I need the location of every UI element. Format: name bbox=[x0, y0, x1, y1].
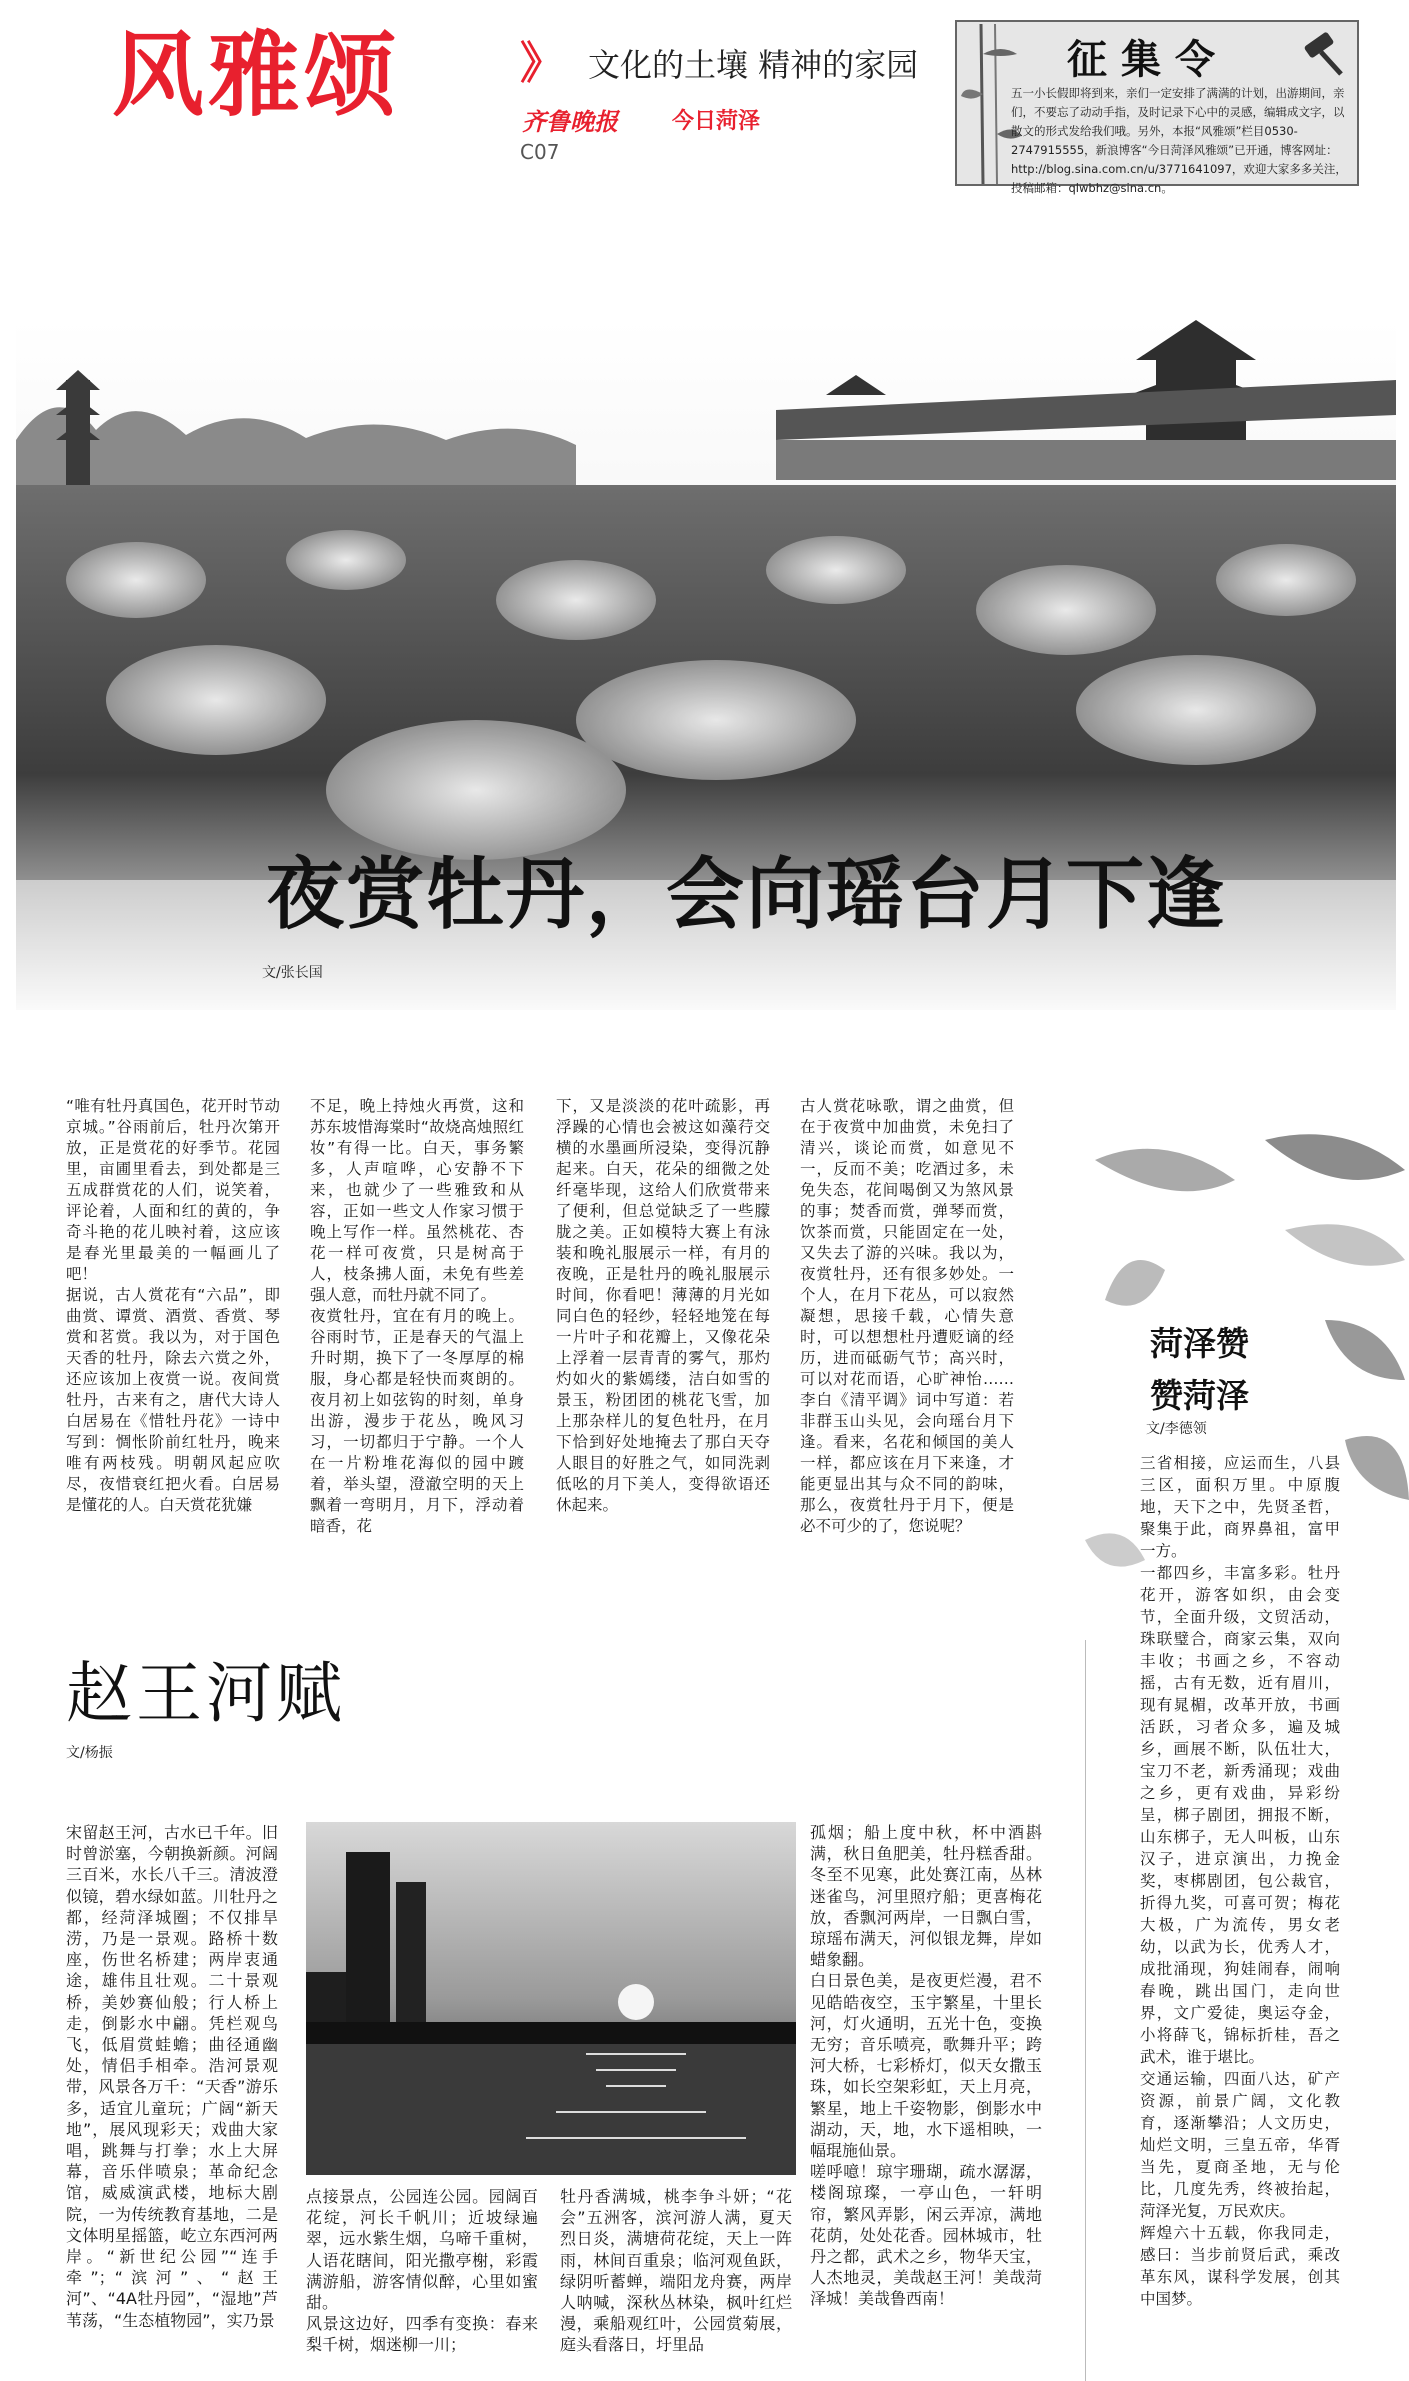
article-headline: 夜赏牡丹，会向瑶台月下逢 bbox=[266, 850, 1227, 940]
sidebar-title-2: 赞菏泽 bbox=[1150, 1376, 1249, 1415]
article-column-1: “唯有牡丹真国色，花开时节动京城。”谷雨前后，牡丹次第开放，正是赏花的好季节。花园里，亩圃里看去，到处都是三五成群赏花的人们，说笑着，评论着，人面和红的黄的，争奇斗艳的花儿映衬着，这应该是春光里最美的一幅画儿了吧！ 据说，古人赏花有“六品”，即曲赏、谭赏、酒赏、香赏、琴赏和茗赏。我以为，对于国色天香的牡丹，除去六赏之外，还应该加上夜赏一说。夜间赏牡丹，古来有之，唐代大诗人白居易在《惜牡丹花》一诗中写到：惆怅阶前红牡丹，晚来唯有两枝残。明朝风起应吹尽，夜惜衰红把火看。白居易是懂花的人。白天赏花犹嫌 bbox=[66, 1097, 280, 1514]
page-number: C07 bbox=[520, 140, 560, 164]
article-2-column-2: 点接景点，公园连公园。园阔百花绽，河长千帆川；近坡绿遍翠，远水紫生烟，乌啼千重树，人语花瞎间，阳光撒亭榭，彩霞满游船，游客情似醉，心里如蜜甜。 风景这边好，四季有变换：春来梨千树，烟迷柳一川； bbox=[306, 2187, 538, 2355]
section-masthead-title: 风雅颂 bbox=[112, 22, 401, 129]
edition-name: 今日菏泽 bbox=[672, 109, 761, 134]
article-2-title: 赵王河赋 bbox=[66, 1655, 346, 1732]
article-2-column-4: 孤烟；船上度中秋，杯中酒斟满，秋日鱼肥美，牡丹糕香甜。冬至不见寒，此处赛江南，丛林迷雀鸟，河里照疗船；更喜梅花放，香飘河两岸，一日飘白雪，琼瑶布满天，河似银龙舞，岸如蜡象翻。 白日景色美，是夜更烂漫，君不见皓皓夜空，玉宇繁星，十里长河，灯火通明，五光十色，变换无穷；音乐喷亮，歌舞升平；跨河大桥，七彩桥灯，似天女撒玉珠，如长空架彩虹，天上月亮，繁星，地上千姿物影，倒影水中湖动，天，地，水下遥相映，一幅琨施仙景。 嗟呼噫！琼宇珊瑚，疏水潺潺，楼阁琼璨，一亭山色，一轩明帘，繁风弄影，闲云弄凉，满地花荫，处处花香。园林城市，牡丹之都，武术之乡，物华天宝，人杰地灵，美哉赵王河！美哉菏泽城！美哉鲁西南！ bbox=[810, 1823, 1042, 2309]
chevron-icon: 》 bbox=[520, 38, 564, 89]
section-slogan: 文化的土壤 精神的家园 bbox=[588, 46, 919, 84]
article-column-2: 不足，晚上持烛火再赏，这和苏东坡惜海棠时“故烧高烛照红妆”有得一比。白天，事务繁多，人声喧哗，心安静不下来，也就少了一些雅致和从容，正如一些文人作家习惯于晚上写作一样。虽然桃花、杏花一样可夜赏，只是树高于人，枝条拂人面，未免有些差强人意，而牡丹就不同了。 夜赏牡丹，宜在有月的晚上。谷雨时节，正是春天的气温上升时期，换下了一冬厚厚的棉服，身心都是轻快而爽朗的。夜月初上如弦钩的时刻，单身出游，漫步于花丛，晚风习习，一切都归于宁静。一个人在一片粉堆花海似的园中踱着，举头望，澄澈空明的天上飘着一弯明月，月下，浮动着暗香，花 bbox=[310, 1097, 524, 1535]
notice-body: 五一小长假即将到来，亲们一定安排了满满的计划，出游期间，亲们，不要忘了动动手指，及时记录下心中的灵感，编辑成文字，以散文的形式发给我们哦。另外，本报“风雅颂”栏目0530-2747915555，新浪博客“今日菏泽风雅颂”已开通，博客网址：http://blog.sina.com.cn/u/3771641097，欢迎大家多多关注，投稿邮箱：qlwbhz@sina.cn。 bbox=[1011, 86, 1347, 195]
article-2-byline: 文/杨振 bbox=[66, 1745, 113, 1761]
sidebar-byline: 文/李德领 bbox=[1146, 1421, 1207, 1437]
article-2-column-3: 牡丹香满城，桃李争斗妍；“花会”五洲客，滨河游人满，夏天烈日炎，满塘荷花绽，天上一阵雨，林间百重泉；临河观鱼跃，绿阴听蓄蝉，端阳龙舟赛，两岸人呐喊，深秋丛林染，枫叶红烂漫，乘船观红叶，公园赏菊展，庭头看落日，圩里品 bbox=[560, 2187, 792, 2355]
gavel-icon bbox=[1297, 30, 1347, 80]
sidebar-title-1: 菏泽赞 bbox=[1150, 1324, 1249, 1363]
river-sunset-photo bbox=[306, 1822, 796, 2175]
article-2-column-1: 宋留赵王河，古水已千年。旧时曾淤塞，今朝换新颜。河阔三百米，水长八千三。清波澄似镜，碧水绿如蓝。川牡丹之都，经菏泽城圈；不仅排旱涝，乃是一景观。路桥十数座，伤世名桥建；两岸衷通途，雄伟且壮观。二十景观桥，美妙赛仙般；行人桥上走，倒影水中翩。凭栏观鸟飞，低眉赏蛙蟾；曲径通幽处，情侣手相牵。浩河景观带，风景各万千：“天香”游乐多，适宜儿童玩；广阔“新天地”，展风现彩天；戏曲大家唱，跳舞与打拳；水上大屏幕，音乐伴喷泉；革命纪念馆，威威演武楼，地标大剧院，一为传统教育基地，二是文体明星摇篮，屹立东西河两岸。“新世纪公园”“连手牵”；“滨河”、“赵王河”、“4A牡丹园”，“湿地”芦苇荡，“生态植物园”，实乃景 bbox=[66, 1823, 278, 2330]
article-column-3: 下，又是淡淡的花叶疏影，再浮躁的心情也会被这如藻荇交横的水墨画所浸染，变得沉静起来。白天，花朵的细微之处纤毫毕现，这给人们欣赏带来了便利，但总觉缺乏了一些朦胧之美。正如模特大赛上有泳装和晚礼服展示一样，有月的夜晚，正是牡丹的晚礼服展示时间，你看吧！薄薄的月光如同白色的轻纱，轻轻地笼在每一片叶子和花瓣上，又像花朵上浮着一层青青的雾气，那灼灼如火的紫嫣缕，洁白如雪的景玉，粉团团的桃花飞雪，加上那杂样儿的复色牡丹，在月下恰到好处地掩去了那白天夺人眼目的好胜之气，如同洗剥低吆的月下美人，变得欲语还休起来。 bbox=[556, 1097, 770, 1514]
article-column-4: 古人赏花咏歌，谓之曲赏，但在于夜赏中加曲赏，未免扫了清兴，谈论而赏，如意见不一，反而不美；吃酒过多，未免失态，花间喝倒又为煞风景的事；焚香而赏，弹琴而赏，饮茶而赏，只能固定在一处，又失去了游的兴味。我以为，夜赏牡丹，还有很多妙处。一个人，在月下花丛，可以寂然凝想，思接千载，心情失意时，可以想想杜丹遭贬谪的经历，进而砥砺气节；高兴时，可以对花而语，心旷神怡……李白《清平调》词中写道：若非群玉山头见，会向瑶台月下逢。看来，名花和倾国的美人一样，都应该在月下来逢，才能更显出其与众不同的韵味，那么，夜赏牡丹于月下，便是必不可少的了，您说呢？ bbox=[800, 1097, 1014, 1535]
article-byline: 文/张长国 bbox=[262, 965, 323, 981]
newspaper-name: 齐鲁晚报 bbox=[522, 107, 618, 136]
sidebar-body: 三省相接，应运而生，八县三区，面积万里。中原腹地，天下之中，先贤圣哲，聚集于此，商界鼻祖，富甲一方。 一都四乡，丰富多彩。牡丹花开，游客如织，由会变节，全面升级，文贸活动，珠联璧合，商家云集，双向丰收；书画之乡，不容动摇，古有无数，近有眉川，现有晁楣，改革开放，书画活跃，习者众多，遍及城乡，画展不断，队伍壮大，宝刀不老，新秀涌现；戏曲之乡，更有戏曲，异彩纷呈，梆子剧团，拥报不断，山东梆子，无人叫板，山东汉子，进京演出，力挽金奖，枣梆剧团，包公裁官，折得九奖，可喜可贺；梅花大极，广为流传，男女老幼，以武为长，优秀人才，成批涌现，狗娃闹春，闹响春晚，跳出国门，走向世界，文广爱徒，奥运夺金，小将薛飞，锦标折桂，吾之武术，谁于堪比。 交通运输，四面八达，矿产资源，前景广阔，文化教育，逐渐攀沿；人文历史，灿烂文明，三皇五帝，华胥当先，夏商圣地，无与伦比，几度先秀，终被抬起，菏泽光复，万民欢庆。 辉煌六十五载，你我同走，感曰：当步前贤后武，乘改革东风，谋科学发展，创其中国梦。 bbox=[1140, 1454, 1340, 2308]
submission-notice-box bbox=[955, 20, 1359, 195]
notice-title: 征集令 bbox=[1067, 37, 1229, 83]
